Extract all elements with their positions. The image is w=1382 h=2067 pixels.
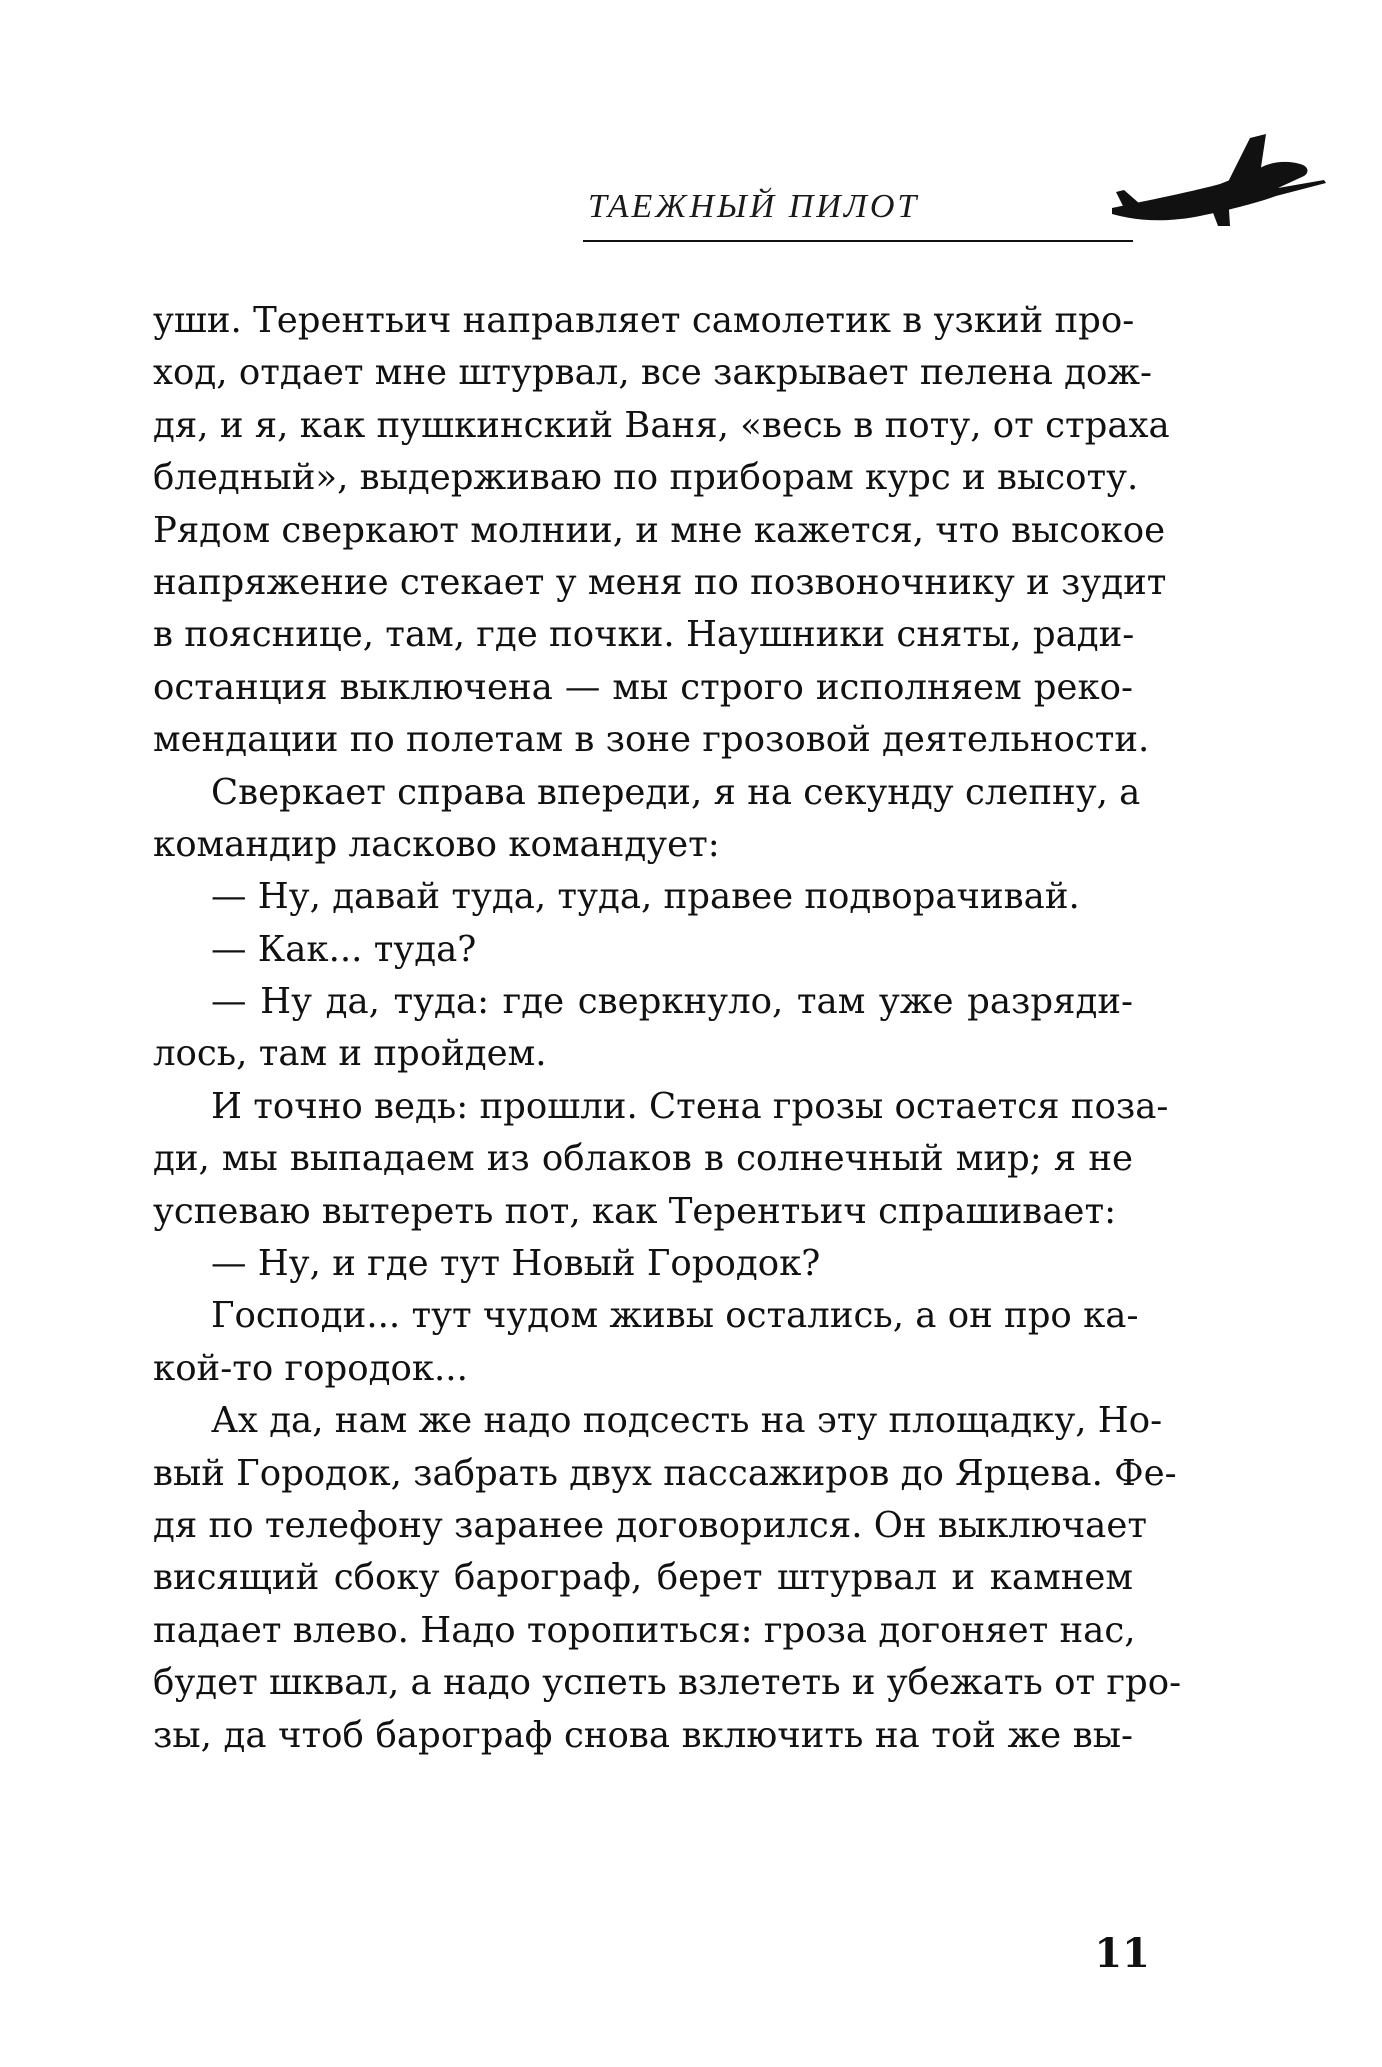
text-line: Сверкает справа впереди, я на секунду слепну, а bbox=[211, 771, 1141, 813]
text-line: останция выключена — мы строго исполняем реко- bbox=[153, 666, 1133, 708]
header-rule bbox=[583, 240, 1133, 242]
text-line: И точно ведь: прошли. Стена грозы остается поза- bbox=[211, 1085, 1169, 1127]
text-line: ход, отдает мне штурвал, все закрывает пелена дож- bbox=[153, 352, 1153, 394]
text-line: успеваю вытереть пот, как Терентьич спрашивает: bbox=[153, 1190, 1117, 1232]
page-number: 11 bbox=[1094, 1930, 1150, 1977]
text-line: напряжение стекает у меня по позвоночнику и зудит bbox=[153, 561, 1167, 603]
text-line: висящий сбоку барограф, берет штурвал и камнем bbox=[153, 1557, 1133, 1599]
text-line: командир ласково командует: bbox=[153, 823, 720, 865]
text-line: падает влево. Надо торопиться: гроза догоняет нас, bbox=[153, 1609, 1136, 1651]
running-title: ТАЕЖНЫЙ ПИЛОТ bbox=[588, 188, 920, 225]
text-line: зы, да чтоб барограф снова включить на той же вы- bbox=[153, 1714, 1133, 1756]
text-line: уши. Терентьич направляет самолетик в узкий про- bbox=[153, 300, 1135, 341]
text-line: дя по телефону заранее договорился. Он выключает bbox=[153, 1504, 1147, 1546]
text-line: — Как... туда? bbox=[211, 928, 477, 970]
body-text bbox=[153, 295, 1182, 1762]
text-line: вый Городок, забрать двух пассажиров до Ярцева. Фе- bbox=[153, 1452, 1177, 1494]
text-line: Господи... тут чудом живы остались, а он про ка- bbox=[211, 1295, 1139, 1337]
text-line: — Ну, и где тут Новый Городок? bbox=[211, 1243, 821, 1285]
text-line: Рядом сверкают молнии, и мне кажется, что высокое bbox=[153, 509, 1166, 551]
text-line: в пояснице, там, где почки. Наушники сняты, ради- bbox=[153, 614, 1135, 656]
text-line: Ах да, нам же надо подсесть на эту площадку, Но- bbox=[211, 1400, 1163, 1442]
airplane-icon bbox=[1110, 130, 1330, 230]
text-line: бледный», выдерживаю по приборам курс и высоту. bbox=[153, 457, 1139, 499]
text-line: будет шквал, а надо успеть взлететь и убежать от гро- bbox=[153, 1662, 1182, 1704]
text-line: дя, и я, как пушкинский Ваня, «весь в поту, от страха bbox=[153, 404, 1170, 446]
text-line: ди, мы выпадаем из облаков в солнечный мир; я не bbox=[153, 1138, 1133, 1180]
text-line: мендации по полетам в зоне грозовой деятельности. bbox=[153, 719, 1150, 761]
text-line: — Ну, давай туда, туда, правее подворачивай. bbox=[211, 876, 1080, 918]
text-line: лось, там и пройдем. bbox=[153, 1033, 547, 1075]
text-line: — Ну да, туда: где сверкнуло, там уже разряди- bbox=[211, 981, 1133, 1023]
text-line: кой-то городок... bbox=[153, 1347, 468, 1389]
